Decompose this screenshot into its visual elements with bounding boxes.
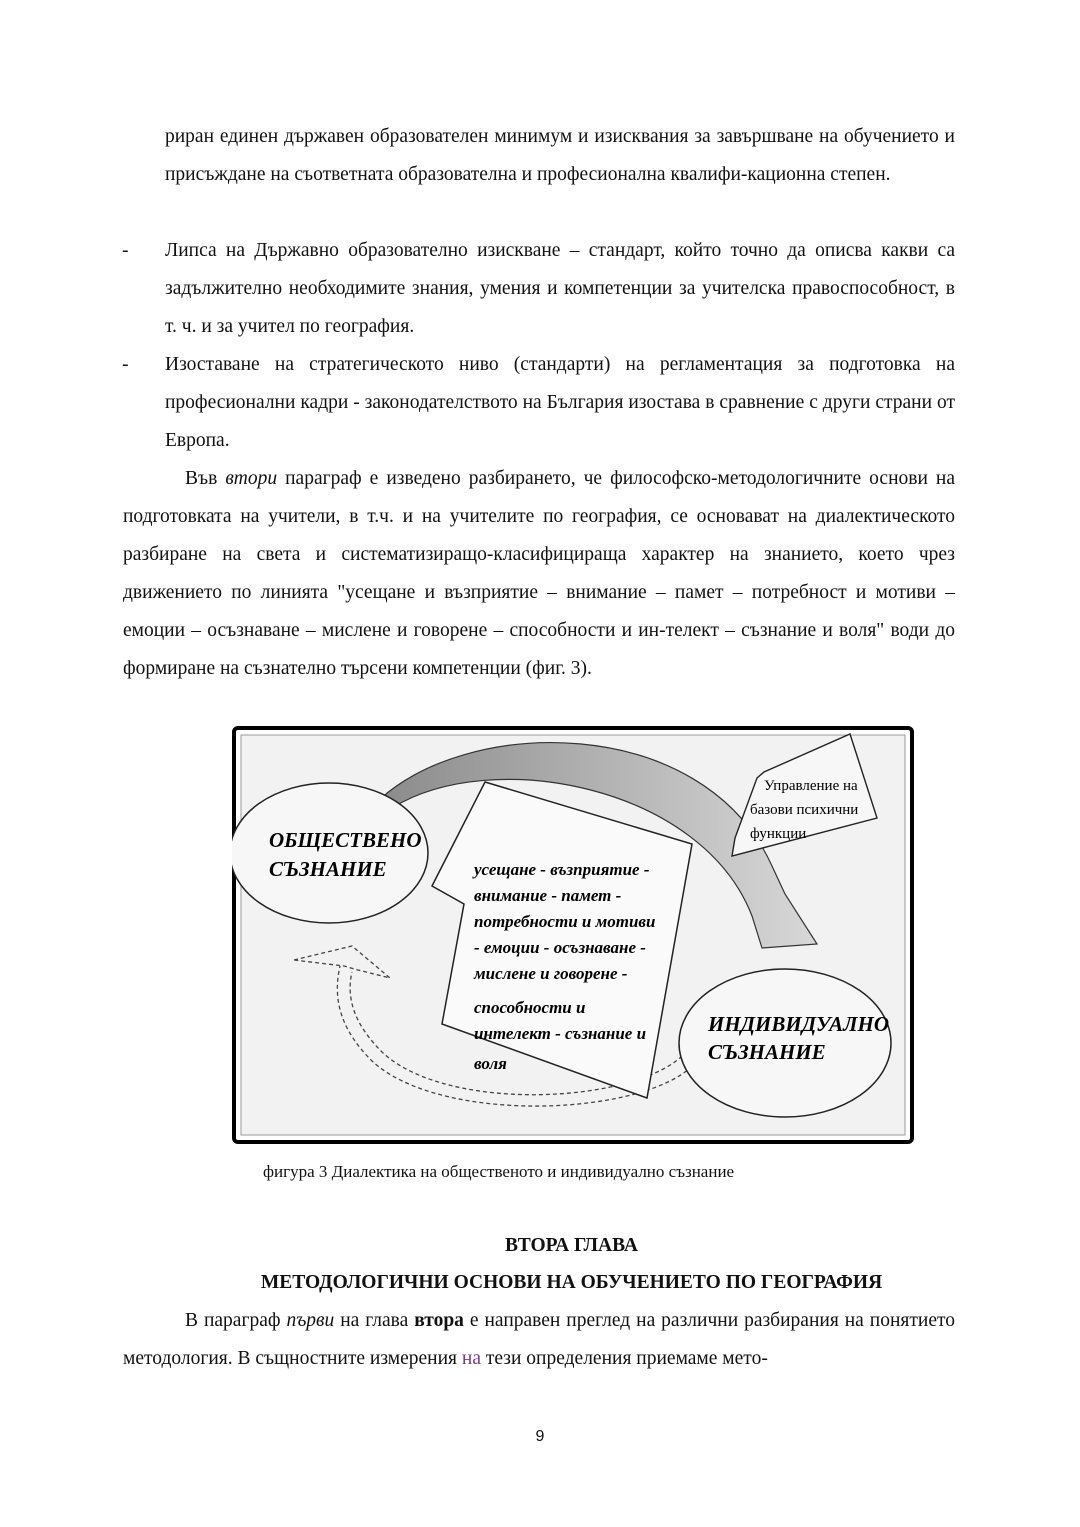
figure-caption: фигура 3 Диалектика на общественото и индивидуално съзнание <box>263 1162 735 1181</box>
continuation-paragraph <box>165 118 955 194</box>
callout-line: Управление на <box>764 778 858 794</box>
p2-part1: В параграф <box>185 1310 287 1331</box>
left-ellipse-line: ОБЩЕСТВЕНО <box>269 828 422 852</box>
page-number: 9 <box>535 1428 545 1445</box>
p2-emphasis: първи <box>286 1310 335 1331</box>
center-line: усещане - възприятие - <box>474 860 650 879</box>
right-ellipse-line: СЪЗНАНИЕ <box>708 1040 826 1064</box>
left-ellipse-line: СЪЗНАНИЕ <box>269 857 387 881</box>
p2-purple-word: на <box>461 1348 481 1369</box>
chapter-title: ВТОРА ГЛАВА <box>505 1235 638 1256</box>
continuation-text: риран единен държавен образователен минимум и изисквания за завършване на обучението и присъждане на съответната образователна и професионална квалифи-кационна степен. <box>165 126 955 185</box>
bullet-text: Липса на Държавно образователно изискване – стандарт, който точно да описва какви са задължително необходимите знания, умения и компетенции за учителска правоспособност, в т. ч. и за учител по география. <box>165 240 955 337</box>
bullet-text: Изоставане на стратегическото ниво (стандарти) на регламентация за подготовка на професионални кадри - законодателството на България изостава в сравнение с други страни от Европа. <box>165 354 955 451</box>
center-line: мислене и говорене - <box>474 964 628 983</box>
callout-line: функции <box>750 826 807 842</box>
p2-bold: втора <box>414 1310 464 1331</box>
p2-part4: тези определения приемаме мето- <box>480 1348 768 1369</box>
center-line: интелект - съзнание и <box>474 1024 647 1043</box>
callout-line: базови психични <box>750 802 859 818</box>
center-line: - емоции - осъзнаване - <box>474 938 646 957</box>
center-line: потребности и мотиви <box>474 912 656 931</box>
chapter-subtitle: МЕТОДОЛОГИЧНИ ОСНОВИ НА ОБУЧЕНИЕТО ПО ГЕОГРАФИЯ <box>260 1272 883 1293</box>
paragraph-emphasis: втори <box>225 468 278 489</box>
right-ellipse-line: ИНДИВИДУАЛНО <box>708 1012 889 1036</box>
paragraph-rest: параграф е изведено разбирането, че философско-методологичните основи на подготовката на учители, в т.ч. и на учителите по география, се основават на диалектическото разбиране на света и систематизиращо-класифицираща характер на знанието, което чрез движението по линията "усещане и възприятие – внимание – памет – потребност и мотиви – емоции – осъзнаване – мислене и говорене – способности и ин-телект – съзнание и воля" води до формиране на съзнателно търсени компетенции (фиг. 3). <box>123 468 955 679</box>
bullet-item <box>165 232 955 346</box>
figure-3-diagram <box>232 726 914 1144</box>
center-line: способности и <box>474 998 586 1017</box>
center-line: воля <box>474 1054 507 1073</box>
bullet-marker: - <box>122 240 129 261</box>
left-ellipse <box>232 783 428 923</box>
p2-part2: на глава <box>334 1310 415 1331</box>
center-line: внимание - памет - <box>474 886 622 905</box>
bullet-marker: - <box>122 354 129 375</box>
paragraph-methodology <box>123 1302 955 1378</box>
paragraph-dialectics <box>123 460 955 688</box>
p2-part3: е направен преглед на различни разбирания на понятието методология. В същностните измерения <box>123 1310 955 1369</box>
paragraph-lead: Във <box>185 468 226 489</box>
bullet-item <box>165 346 955 460</box>
